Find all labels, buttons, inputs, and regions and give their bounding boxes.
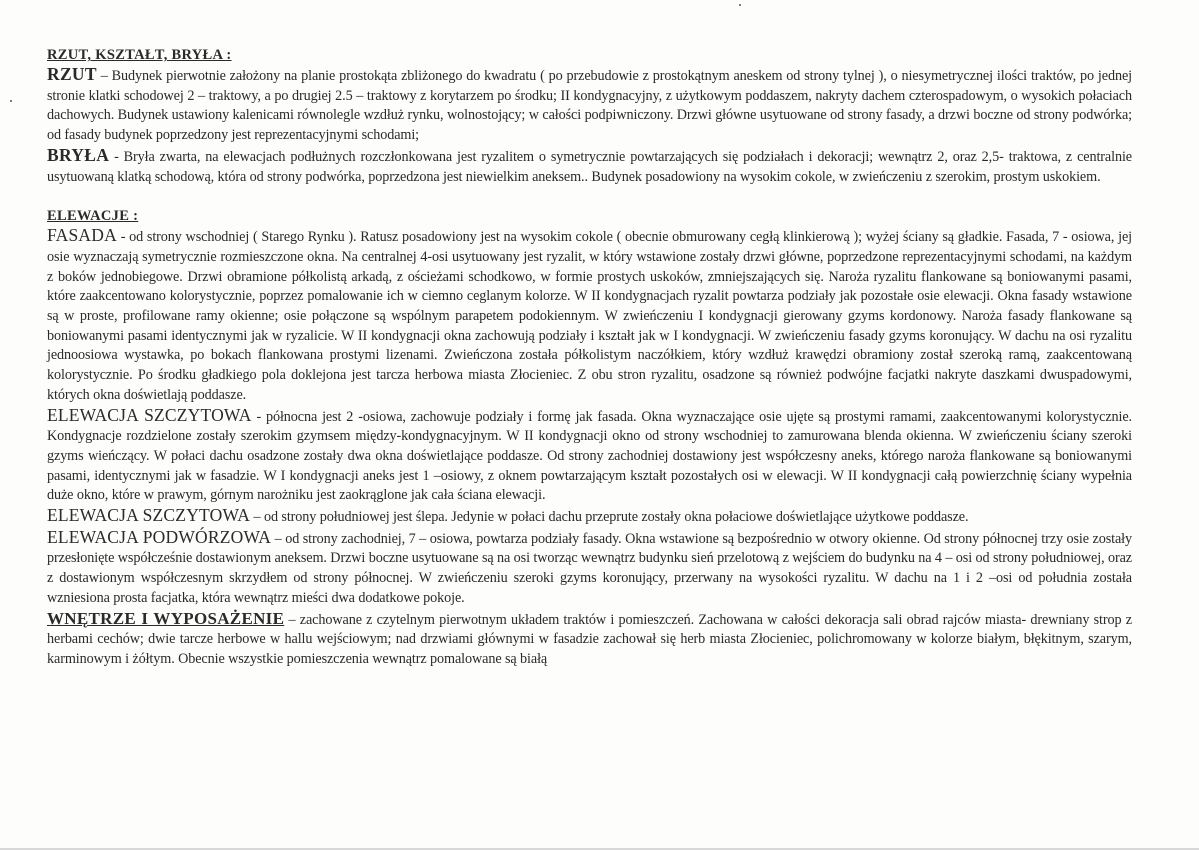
rzut-label: RZUT — [47, 64, 97, 84]
paragraph-elewacja-szczytowa-polnocna — [47, 406, 1132, 507]
szczyt-pn-text: - północna jest 2 -osiowa, zachowuje podziały i formę jak fasada. Okna wyznaczające osie ujęte są prostymi ramami, zaakcentowanymi kolorystycznie. Kondygnacje rozdzielone zostały szerokim gzymsem między-kondygnacyjnym. W II kondygnacji okno od strony wschodniej to zamurowana blenda okienna. W zwieńczeniu ściany szeroki gzyms wieńczący. W połaci dachu osadzone zostały dwa okna doświetlające poddasze. Od strony zachodniej dostawiony jest współczesny aneks, którego naroża flankowane są boniowanymi pasami, identycznymi jak w fasadzie. W I kondygnacji aneks jest 1 –osiowy, z oknem powtarzającym kształt pozostałych osi w elewacji. W II kondygnacji całą powierzchnię ściany wypełnia duże okno, które w prawym, górnym narożniku jest zaokrąglone jak cała ściana elewacji. — [47, 408, 1132, 504]
bryla-text: - Bryła zwarta, na elewacjach podłużnych rozczłonkowana jest ryzalitem o symetrycznie powtarzających się podziałach i dekoracji; wewnątrz 2, oraz 2,5- traktowa, z centralnie usytuowaną klatką schodową, która od strony podwórka, poprzedzona jest niewielkim aneksem.. Budynek posadowiony na wysokim cokole, w zwieńczeniu z szerokim, prostym uskokiem. — [47, 148, 1132, 185]
paragraph-wnetrze — [47, 609, 1132, 670]
szczyt-pd-text: – od strony południowej jest ślepa. Jedynie w połaci dachu przeprute zostały okna połaciowe doświetlające użytkowe poddasze. — [250, 509, 969, 526]
paragraph-rzut — [47, 65, 1132, 146]
document-body — [47, 46, 1132, 670]
section-title-rzut: RZUT, KSZTAŁT, BRYŁA : — [47, 47, 232, 63]
fasada-label: FASADA — [47, 225, 117, 246]
paragraph-bryla — [47, 146, 1132, 187]
fasada-text: - od strony wschodniej ( Starego Rynku ). Ratusz posadowiony jest na wysokim cokole ( obecnie obmurowany cegłą klinkierową ); wyżej ściany są gładkie. Fasada, 7 - osiowa, jej osie wyznaczają symetrycznie rozmieszczone okna. Na centralnej 4-osi usytuowany jest ryzalit, w który wstawione zostały drzwi główne, poprzedzone reprezentacyjnymi schodami, na każdym z boków jednobiegowe. Drzwi obramione półkolistą arkadą, z ościeżami schodkowo, w formie prostych uskoków, zmniejszających się. Naroża ryzalitu flankowane są boniowanymi pasami, które zaakcentowano kolorystycznie, poprzez pomalowanie ich w ciemno ceglanym kolorze. W II kondygnacjach ryzalit powtarza podziały jak pozostałe osie elewacji. Okna fasady wstawione są w proste, profilowane ramy okienne; osie połączone są wspólnym parapetem podokiennym. W zwieńczeniu I kondygnacji gierowany gzyms kordonowy. Naroża fasady flankowane są boniowanymi pasami identycznymi jak w ryzalicie. W II kondygnacji okna zachowują podziały i kształt jak w I kondygnacji. W zwieńczeniu fasady gzyms koronujący. W dachu na osi ryzalitu jednoosiowa wystawka, po bokach flankowana prostymi lizenami. Zwieńczona została półkolistym naczółkiem, który wzdłuż krawędzi obramiony został szeroką ramą, zaakcentowaną kolorystycznie. Po środku gładkiego pola doklejona jest tarcza herbowa miasta Złocieniec. Z obu stron ryzalitu, osadzone są również podwójne facjatki nakryte daszkami dwuspadowymi, których okna doświetlają poddasze. — [47, 229, 1132, 403]
paragraph-fasada — [47, 226, 1132, 405]
section-title-elewacje: ELEWACJE : — [47, 208, 139, 225]
scan-speck-top — [739, 4, 741, 6]
bryla-label: BRYŁA — [47, 144, 110, 165]
szczyt-pn-label: ELEWACJA SZCZYTOWA — [47, 404, 252, 425]
paragraph-elewacja-podworzowa — [47, 528, 1132, 609]
szczyt-pd-label: ELEWACJA SZCZYTOWA — [47, 505, 251, 526]
paragraph-elewacja-szczytowa-poludniowa — [47, 506, 1132, 528]
wnetrze-text: – zachowane z czytelnym pierwotnym układem traktów i pomieszczeń. Zachowana w całości dekoracja sali obrad rajców miasta- drewniany strop z herbami cechów; dwie tarcze herbowe w hallu wejściowym; nad drzwiami głównymi w fasadzie zachował się herb miasta Złocieniec, polichromowany w kolorze białym, błękitnym, szarym, karminowym i żółtym. Obecnie wszystkie pomieszczenia wewnątrz pomalowane są białą — [47, 611, 1132, 667]
section-gap — [47, 187, 1132, 207]
rzut-text: – Budynek pierwotnie założony na planie prostokąta zbliżonego do kwadratu ( po przebudowie z prostokątnym aneskem od strony tylnej ), o niesymetrycznej ilości traktów, po jednej stronie klatki schodowej 2 – traktowy, a po drugiej 2.5 – traktowy z korytarzem po środku; II kondygnacyjny, z użytkowym poddaszem, nakryty dachem czterospadowym, o wysokich połaciach dachowych. Budynek ustawiony kalenicami równolegle wzdłuż rynku, wolnostojący; w całości podpiwniczony. Drzwi główne usytuowane od strony fasady, a drzwi boczne od strony podwórka; od fasady budynek poprzedzony jest reprezentacyjnymi schodami; — [47, 68, 1132, 144]
scan-speck-left — [10, 100, 12, 102]
podworzowa-text: – od strony zachodniej, 7 – osiowa, powtarza podziały fasady. Okna wstawione są bezpośrednio w otwory okienne. Od strony północnej trzy osie zostały przesłonięte współcześnie dostawionym aneksem. Drzwi boczne usytuowane są na osi tworząc wewnątrz budynku sień przelotową z wejściem do budynku na 4 – osi od strony południowej, oraz z dostawionym współczesnym skrzydłem od strony północnej. W zwieńczeniu szeroki gzyms koronujący, przerwany na wysokości ryzalitu. W dachu na 1 i 2 –osi od południa została wzniesiona prosta facjatka, która wewnątrz mieści dwa dodatkowe pokoje. — [47, 530, 1132, 606]
wnetrze-label: WNĘTRZE I WYPOSAŻENIE — [47, 608, 285, 628]
podworzowa-label: ELEWACJA PODWÓRZOWA — [47, 526, 272, 547]
